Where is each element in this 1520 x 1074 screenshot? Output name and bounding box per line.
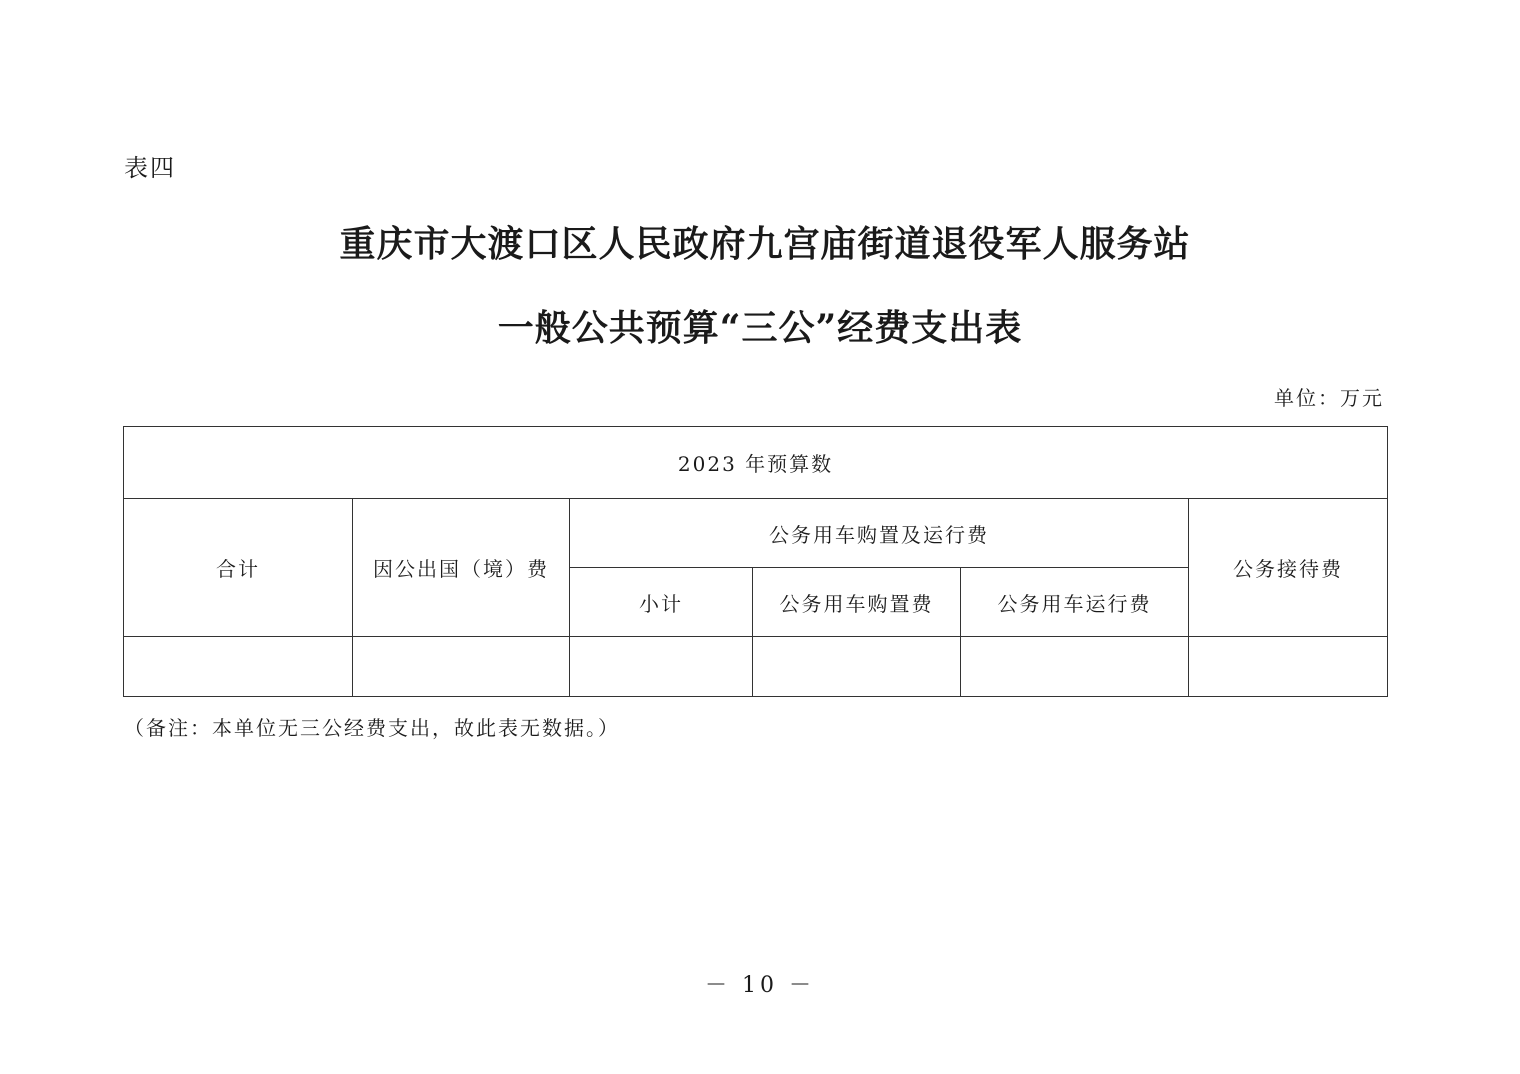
header-vehicle-operation: 公务用车运行费: [961, 568, 1189, 637]
cell-vehicle-subtotal: [570, 637, 753, 697]
page-number: － 10 －: [705, 973, 815, 998]
document-title-line-2: 一般公共预算“三公”经费支出表: [497, 307, 1023, 349]
header-budget-year: 2023 年预算数: [124, 427, 1388, 499]
header-total: 合计: [124, 499, 353, 637]
budget-table: [123, 426, 1388, 697]
table-label: 表四: [124, 154, 176, 182]
table-note: （备注：本单位无三公经费支出，故此表无数据。）: [124, 716, 620, 740]
header-abroad-expense: 因公出国（境）费: [353, 499, 570, 637]
cell-reception-expense: [1189, 637, 1388, 697]
header-reception-expense: 公务接待费: [1189, 499, 1388, 637]
table-header-row-2: [124, 499, 1388, 568]
document-title-line-1: 重庆市大渡口区人民政府九宫庙街道退役军人服务站: [339, 223, 1191, 265]
cell-vehicle-purchase: [753, 637, 961, 697]
cell-vehicle-operation: [961, 637, 1189, 697]
cell-total: [124, 637, 353, 697]
header-vehicle-group: 公务用车购置及运行费: [570, 499, 1189, 568]
header-vehicle-subtotal: 小计: [570, 568, 753, 637]
header-vehicle-purchase: 公务用车购置费: [753, 568, 961, 637]
table-header-row-1: [124, 427, 1388, 499]
cell-abroad-expense: [353, 637, 570, 697]
table-row: [124, 637, 1388, 697]
unit-label: 单位：万元: [1274, 386, 1384, 410]
